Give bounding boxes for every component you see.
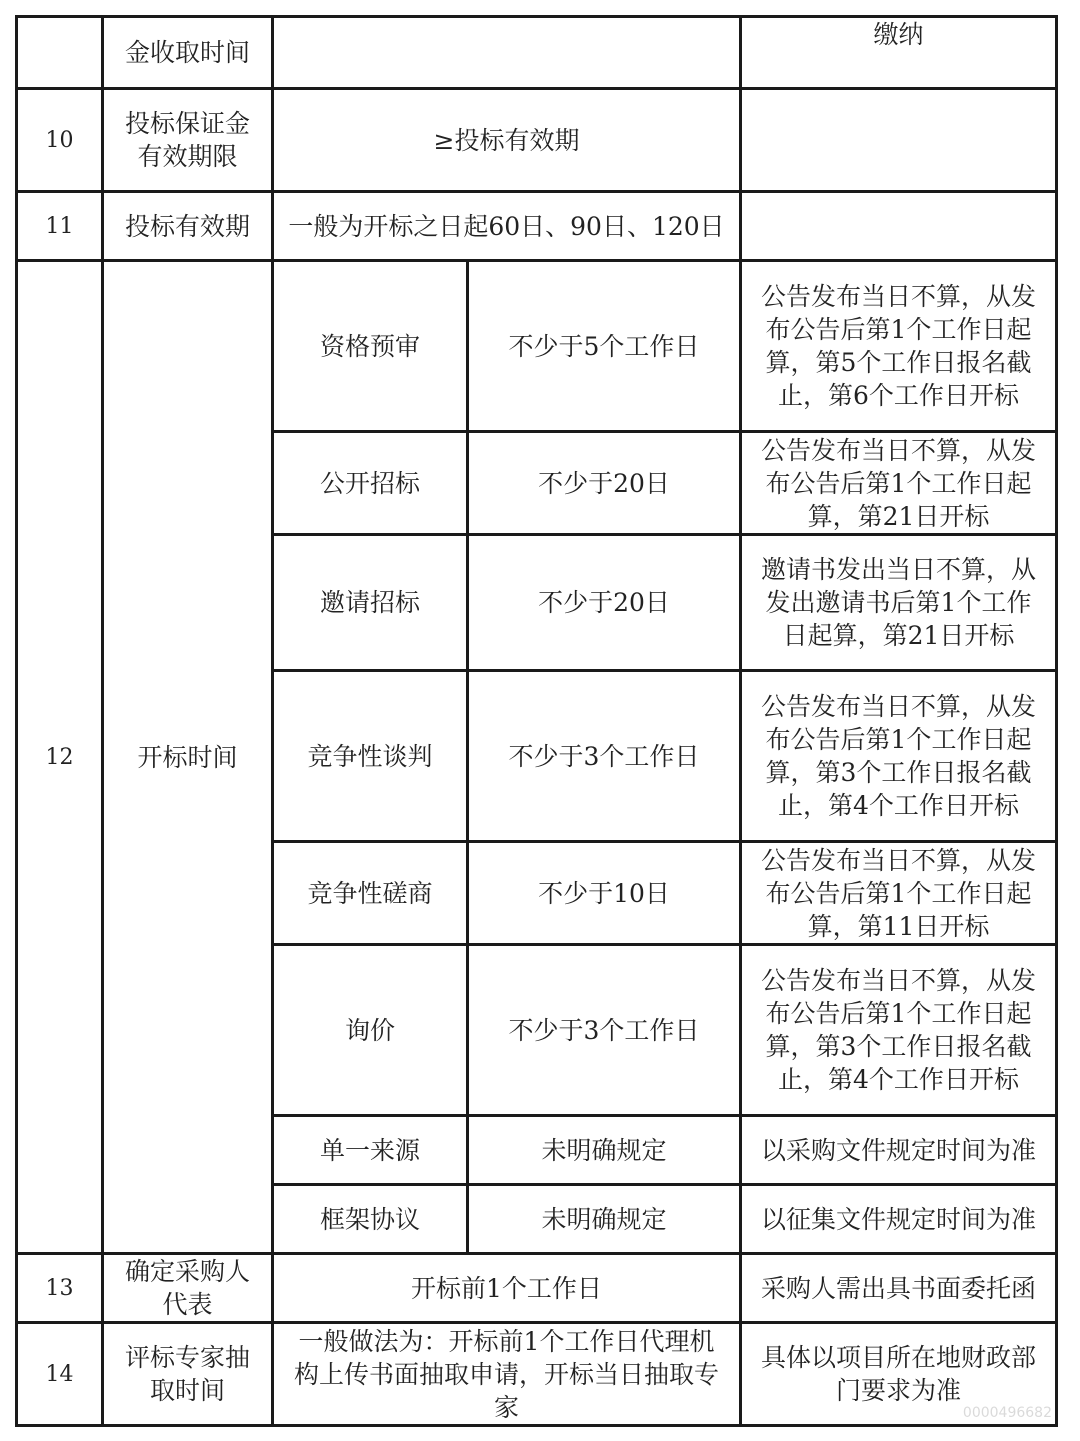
method-name: 框架协议 bbox=[273, 1185, 468, 1254]
method-period: 不少于3个工作日 bbox=[468, 945, 741, 1116]
method-name: 邀请招标 bbox=[273, 535, 468, 671]
procurement-timeline-table bbox=[15, 15, 1058, 1427]
table-row-13 bbox=[17, 1254, 1057, 1323]
method-name: 竞争性磋商 bbox=[273, 842, 468, 945]
method-period: 不少于5个工作日 bbox=[468, 261, 741, 432]
row-number: 12 bbox=[17, 261, 103, 1254]
row-value: 一般做法为：开标前1个工作日代理机构上传书面抽取申请，开标当日抽取专家 bbox=[273, 1323, 741, 1426]
method-note: 公告发布当日不算，从发布公告后第1个工作日起算，第3个工作日报名截止，第4个工作日开标 bbox=[741, 945, 1057, 1116]
row-label: 投标有效期 bbox=[103, 192, 273, 261]
table-cell-note: 缴纳 bbox=[741, 17, 1057, 89]
method-period: 不少于3个工作日 bbox=[468, 671, 741, 842]
row-value: 一般为开标之日起60日、90日、120日 bbox=[273, 192, 741, 261]
table-row-top bbox=[17, 17, 1057, 89]
row-number: 14 bbox=[17, 1323, 103, 1426]
row-number: 10 bbox=[17, 89, 103, 192]
document-page bbox=[15, 15, 1055, 1427]
method-period: 未明确规定 bbox=[468, 1185, 741, 1254]
method-note: 公告发布当日不算，从发布公告后第1个工作日起算，第3个工作日报名截止，第4个工作日开标 bbox=[741, 671, 1057, 842]
method-name: 询价 bbox=[273, 945, 468, 1116]
table-cell-label: 金收取时间 bbox=[103, 17, 273, 89]
row-note bbox=[741, 192, 1057, 261]
method-name: 单一来源 bbox=[273, 1116, 468, 1185]
table-cell-num bbox=[17, 17, 103, 89]
method-note: 以征集文件规定时间为准 bbox=[741, 1185, 1057, 1254]
table-row-11 bbox=[17, 192, 1057, 261]
table-row-10 bbox=[17, 89, 1057, 192]
method-note: 公告发布当日不算，从发布公告后第1个工作日起算，第11日开标 bbox=[741, 842, 1057, 945]
row-note: 具体以项目所在地财政部门要求为准 bbox=[741, 1323, 1057, 1426]
method-note: 公告发布当日不算，从发布公告后第1个工作日起算，第21日开标 bbox=[741, 432, 1057, 535]
method-note: 公告发布当日不算，从发布公告后第1个工作日起算，第5个工作日报名截止，第6个工作日开标 bbox=[741, 261, 1057, 432]
method-name: 公开招标 bbox=[273, 432, 468, 535]
method-period: 不少于20日 bbox=[468, 432, 741, 535]
row-note bbox=[741, 89, 1057, 192]
method-note: 以采购文件规定时间为准 bbox=[741, 1116, 1057, 1185]
row-value: ≥投标有效期 bbox=[273, 89, 741, 192]
method-period: 不少于10日 bbox=[468, 842, 741, 945]
row-label: 投标保证金有效期限 bbox=[103, 89, 273, 192]
watermark: 0000496682 bbox=[962, 1405, 1052, 1421]
row-value: 开标前1个工作日 bbox=[273, 1254, 741, 1323]
row-label: 开标时间 bbox=[103, 261, 273, 1254]
row-label: 评标专家抽取时间 bbox=[103, 1323, 273, 1426]
method-period: 未明确规定 bbox=[468, 1116, 741, 1185]
method-period: 不少于20日 bbox=[468, 535, 741, 671]
table-cell-value bbox=[273, 17, 741, 89]
table-row-14 bbox=[17, 1323, 1057, 1426]
method-name: 竞争性谈判 bbox=[273, 671, 468, 842]
row-number: 11 bbox=[17, 192, 103, 261]
row-label: 确定采购人代表 bbox=[103, 1254, 273, 1323]
method-name: 资格预审 bbox=[273, 261, 468, 432]
table-row-12-method bbox=[17, 261, 1057, 432]
row-number: 13 bbox=[17, 1254, 103, 1323]
row-note: 采购人需出具书面委托函 bbox=[741, 1254, 1057, 1323]
method-note: 邀请书发出当日不算，从发出邀请书后第1个工作日起算，第21日开标 bbox=[741, 535, 1057, 671]
